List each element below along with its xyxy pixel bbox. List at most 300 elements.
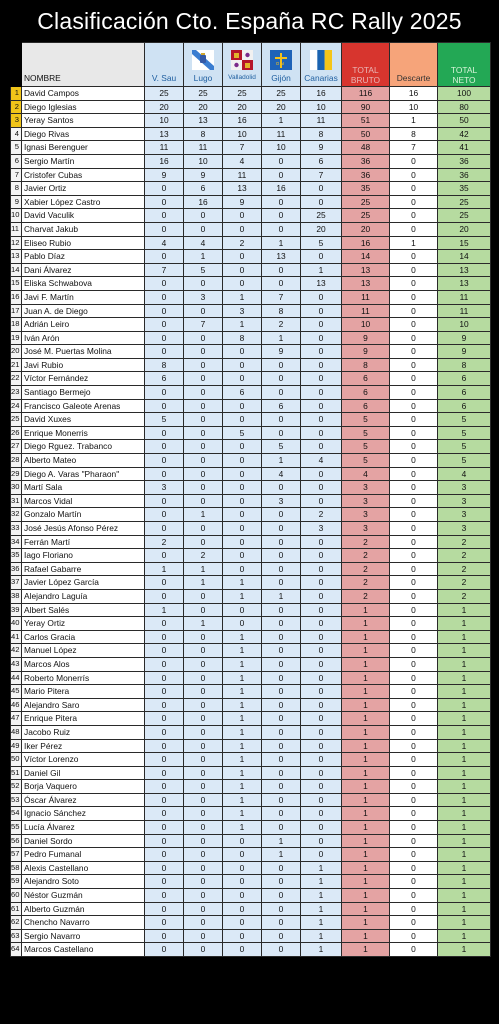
points-valladolid: 9 — [223, 195, 262, 209]
total-bruto-cell: 1 — [342, 712, 390, 726]
driver-name: Sergio Navarro — [22, 929, 145, 943]
points-gijon: 1 — [262, 114, 301, 128]
points-vsau: 25 — [145, 87, 184, 101]
points-vsau: 0 — [145, 290, 184, 304]
descarte-cell: 0 — [390, 630, 438, 644]
points-vsau: 0 — [145, 522, 184, 536]
points-lugo: 0 — [184, 589, 223, 603]
canarias-flag-icon — [310, 50, 332, 70]
col-header-gijon: α ω Gijón — [262, 43, 301, 87]
descarte-cell: 0 — [390, 304, 438, 318]
total-bruto-cell: 3 — [342, 494, 390, 508]
driver-name: Cristofer Cubas — [22, 168, 145, 182]
descarte-cell: 0 — [390, 182, 438, 196]
descarte-cell: 0 — [390, 426, 438, 440]
driver-name: Ignacio Sánchez — [22, 807, 145, 821]
total-neto-cell: 1 — [438, 685, 491, 699]
page-title: Clasificación Cto. España RC Rally 2025 — [37, 8, 462, 34]
position-cell: 18 — [11, 318, 22, 332]
points-lugo: 0 — [184, 426, 223, 440]
points-valladolid: 0 — [223, 902, 262, 916]
points-vsau: 1 — [145, 603, 184, 617]
points-canarias: 1 — [301, 861, 342, 875]
table-row — [11, 698, 491, 712]
points-canarias: 0 — [301, 290, 342, 304]
points-vsau: 0 — [145, 739, 184, 753]
position-cell: 50 — [11, 753, 22, 767]
points-valladolid: 0 — [223, 848, 262, 862]
table-row — [11, 440, 491, 454]
points-vsau: 0 — [145, 916, 184, 930]
total-bruto-cell: 5 — [342, 440, 390, 454]
table-row — [11, 277, 491, 291]
total-neto-cell: 1 — [438, 753, 491, 767]
driver-name: Eliska Schwabova — [22, 277, 145, 291]
points-vsau: 0 — [145, 426, 184, 440]
descarte-cell: 10 — [390, 100, 438, 114]
position-cell: 1 — [11, 87, 22, 101]
points-valladolid: 0 — [223, 508, 262, 522]
total-bruto-cell: 25 — [342, 195, 390, 209]
position-cell: 23 — [11, 386, 22, 400]
table-row — [11, 154, 491, 168]
total-neto-cell: 1 — [438, 848, 491, 862]
points-canarias: 11 — [301, 114, 342, 128]
position-cell: 38 — [11, 589, 22, 603]
points-canarias: 1 — [301, 929, 342, 943]
points-vsau: 7 — [145, 263, 184, 277]
descarte-cell: 0 — [390, 712, 438, 726]
points-lugo: 0 — [184, 821, 223, 835]
points-valladolid: 1 — [223, 821, 262, 835]
total-bruto-cell: 14 — [342, 250, 390, 264]
points-vsau: 0 — [145, 250, 184, 264]
asturias-flag-icon — [270, 50, 292, 70]
position-cell: 53 — [11, 793, 22, 807]
total-neto-cell: 3 — [438, 522, 491, 536]
points-canarias: 0 — [301, 331, 342, 345]
total-bruto-cell: 1 — [342, 834, 390, 848]
table-row — [11, 100, 491, 114]
total-bruto-cell: 1 — [342, 671, 390, 685]
points-gijon: 0 — [262, 576, 301, 590]
descarte-cell: 0 — [390, 834, 438, 848]
points-canarias: 0 — [301, 753, 342, 767]
total-bruto-cell: 5 — [342, 454, 390, 468]
points-canarias: 1 — [301, 889, 342, 903]
points-valladolid: 0 — [223, 358, 262, 372]
table-row — [11, 372, 491, 386]
total-neto-cell: 5 — [438, 440, 491, 454]
position-cell: 42 — [11, 644, 22, 658]
total-neto-cell: 41 — [438, 141, 491, 155]
points-canarias: 3 — [301, 522, 342, 536]
points-valladolid: 11 — [223, 168, 262, 182]
descarte-cell: 0 — [390, 549, 438, 563]
descarte-cell: 0 — [390, 440, 438, 454]
total-bruto-cell: 3 — [342, 481, 390, 495]
points-lugo: 0 — [184, 304, 223, 318]
total-neto-cell: 2 — [438, 589, 491, 603]
points-lugo: 0 — [184, 386, 223, 400]
descarte-cell: 0 — [390, 290, 438, 304]
driver-name: Yeray Santos — [22, 114, 145, 128]
descarte-cell: 0 — [390, 413, 438, 427]
driver-name: Néstor Guzmán — [22, 889, 145, 903]
points-lugo: 0 — [184, 494, 223, 508]
descarte-cell: 0 — [390, 753, 438, 767]
table-row — [11, 725, 491, 739]
driver-name: Juan A. de Diego — [22, 304, 145, 318]
points-gijon: 0 — [262, 426, 301, 440]
position-cell: 51 — [11, 766, 22, 780]
points-valladolid: 3 — [223, 304, 262, 318]
points-valladolid: 1 — [223, 576, 262, 590]
table-row — [11, 413, 491, 427]
driver-name: Eliseo Rubio — [22, 236, 145, 250]
total-neto-cell: 1 — [438, 916, 491, 930]
points-valladolid: 0 — [223, 929, 262, 943]
descarte-cell: 0 — [390, 372, 438, 386]
total-bruto-cell: 1 — [342, 603, 390, 617]
driver-name: Xabier López Castro — [22, 195, 145, 209]
total-bruto-cell: 25 — [342, 209, 390, 223]
total-bruto-cell: 16 — [342, 236, 390, 250]
points-lugo: 16 — [184, 195, 223, 209]
table-row — [11, 263, 491, 277]
points-valladolid: 1 — [223, 725, 262, 739]
points-canarias: 0 — [301, 358, 342, 372]
driver-name: Francisco Galeote Arenas — [22, 399, 145, 413]
points-canarias: 0 — [301, 807, 342, 821]
points-lugo: 0 — [184, 902, 223, 916]
total-bruto-cell: 1 — [342, 753, 390, 767]
points-canarias: 1 — [301, 943, 342, 957]
points-gijon: 0 — [262, 671, 301, 685]
total-neto-cell: 1 — [438, 834, 491, 848]
descarte-cell: 0 — [390, 168, 438, 182]
points-vsau: 0 — [145, 929, 184, 943]
descarte-cell: 0 — [390, 861, 438, 875]
position-cell: 49 — [11, 739, 22, 753]
table-row — [11, 290, 491, 304]
total-bruto-cell: 2 — [342, 562, 390, 576]
total-neto-cell: 15 — [438, 236, 491, 250]
table-row — [11, 331, 491, 345]
total-neto-cell: 25 — [438, 195, 491, 209]
points-gijon: 1 — [262, 834, 301, 848]
points-canarias: 6 — [301, 154, 342, 168]
points-lugo: 0 — [184, 222, 223, 236]
total-neto-cell: 6 — [438, 386, 491, 400]
descarte-cell: 0 — [390, 929, 438, 943]
total-neto-cell: 1 — [438, 725, 491, 739]
total-bruto-cell: 116 — [342, 87, 390, 101]
points-valladolid: 1 — [223, 766, 262, 780]
points-gijon: 0 — [262, 657, 301, 671]
table-row — [11, 875, 491, 889]
descarte-cell: 0 — [390, 698, 438, 712]
total-bruto-cell: 4 — [342, 467, 390, 481]
total-bruto-cell: 10 — [342, 318, 390, 332]
descarte-cell: 0 — [390, 617, 438, 631]
col-header-canarias: Canarias — [301, 43, 342, 87]
table-row — [11, 399, 491, 413]
points-gijon: 0 — [262, 630, 301, 644]
points-canarias: 0 — [301, 250, 342, 264]
points-canarias: 0 — [301, 386, 342, 400]
points-vsau: 1 — [145, 562, 184, 576]
position-cell: 52 — [11, 780, 22, 794]
points-gijon: 0 — [262, 821, 301, 835]
points-canarias: 0 — [301, 685, 342, 699]
position-cell: 40 — [11, 617, 22, 631]
table-row — [11, 127, 491, 141]
total-bruto-cell: 1 — [342, 644, 390, 658]
driver-name: Alberto Guzmán — [22, 902, 145, 916]
points-gijon: 1 — [262, 848, 301, 862]
descarte-cell: 0 — [390, 766, 438, 780]
descarte-cell: 16 — [390, 87, 438, 101]
points-gijon: 0 — [262, 603, 301, 617]
position-cell: 47 — [11, 712, 22, 726]
total-neto-cell: 36 — [438, 154, 491, 168]
points-lugo: 1 — [184, 576, 223, 590]
points-vsau: 0 — [145, 875, 184, 889]
points-gijon: 0 — [262, 753, 301, 767]
total-bruto-cell: 1 — [342, 875, 390, 889]
driver-name: José Jesús Afonso Pérez — [22, 522, 145, 536]
points-canarias: 0 — [301, 589, 342, 603]
points-vsau: 0 — [145, 209, 184, 223]
position-cell: 39 — [11, 603, 22, 617]
position-cell: 15 — [11, 277, 22, 291]
points-lugo: 0 — [184, 753, 223, 767]
points-vsau: 0 — [145, 725, 184, 739]
descarte-cell: 0 — [390, 780, 438, 794]
points-vsau: 0 — [145, 712, 184, 726]
points-valladolid: 1 — [223, 793, 262, 807]
points-valladolid: 1 — [223, 780, 262, 794]
table-row — [11, 535, 491, 549]
points-gijon: 0 — [262, 807, 301, 821]
points-vsau: 0 — [145, 766, 184, 780]
driver-name: Javi Rubio — [22, 358, 145, 372]
descarte-cell: 0 — [390, 657, 438, 671]
points-valladolid: 0 — [223, 263, 262, 277]
position-cell: 57 — [11, 848, 22, 862]
total-bruto-cell: 1 — [342, 657, 390, 671]
points-lugo: 0 — [184, 481, 223, 495]
points-vsau: 0 — [145, 698, 184, 712]
points-lugo: 1 — [184, 617, 223, 631]
points-valladolid: 0 — [223, 617, 262, 631]
points-gijon: 0 — [262, 902, 301, 916]
points-canarias: 0 — [301, 562, 342, 576]
points-vsau: 5 — [145, 413, 184, 427]
driver-name: Lucía Álvarez — [22, 821, 145, 835]
total-neto-cell: 2 — [438, 535, 491, 549]
position-cell: 58 — [11, 861, 22, 875]
points-gijon: 7 — [262, 290, 301, 304]
table-row — [11, 549, 491, 563]
driver-name: Jacobo Ruiz — [22, 725, 145, 739]
points-lugo: 0 — [184, 399, 223, 413]
descarte-cell: 0 — [390, 535, 438, 549]
position-cell: 25 — [11, 413, 22, 427]
descarte-cell: 0 — [390, 263, 438, 277]
descarte-cell: 0 — [390, 358, 438, 372]
points-vsau: 0 — [145, 889, 184, 903]
table-row — [11, 644, 491, 658]
points-canarias: 0 — [301, 440, 342, 454]
total-bruto-cell: 1 — [342, 630, 390, 644]
total-bruto-header: TOTAL BRUTO — [342, 43, 390, 87]
points-gijon: 0 — [262, 372, 301, 386]
points-gijon: 0 — [262, 413, 301, 427]
total-neto-cell: 100 — [438, 87, 491, 101]
points-lugo: 0 — [184, 467, 223, 481]
points-lugo: 0 — [184, 685, 223, 699]
driver-name: David Vaculik — [22, 209, 145, 223]
points-canarias: 0 — [301, 372, 342, 386]
points-valladolid: 1 — [223, 753, 262, 767]
points-vsau: 0 — [145, 386, 184, 400]
points-canarias: 25 — [301, 209, 342, 223]
points-canarias: 16 — [301, 87, 342, 101]
driver-name: Diego A. Varas "Pharaon" — [22, 467, 145, 481]
points-valladolid: 1 — [223, 685, 262, 699]
table-row — [11, 209, 491, 223]
points-vsau: 0 — [145, 440, 184, 454]
total-bruto-cell: 9 — [342, 331, 390, 345]
driver-name: Alexis Castellano — [22, 861, 145, 875]
points-vsau: 0 — [145, 454, 184, 468]
points-valladolid: 10 — [223, 127, 262, 141]
points-gijon: 1 — [262, 454, 301, 468]
points-valladolid: 0 — [223, 454, 262, 468]
points-valladolid: 0 — [223, 413, 262, 427]
points-canarias: 0 — [301, 399, 342, 413]
descarte-cell: 0 — [390, 508, 438, 522]
table-row — [11, 508, 491, 522]
position-cell: 30 — [11, 481, 22, 495]
points-gijon: 11 — [262, 127, 301, 141]
points-valladolid: 1 — [223, 657, 262, 671]
position-cell: 62 — [11, 916, 22, 930]
points-lugo: 0 — [184, 644, 223, 658]
points-vsau: 4 — [145, 236, 184, 250]
table-row — [11, 222, 491, 236]
total-neto-cell: 1 — [438, 603, 491, 617]
points-valladolid: 20 — [223, 100, 262, 114]
position-cell: 36 — [11, 562, 22, 576]
points-valladolid: 0 — [223, 889, 262, 903]
points-vsau: 0 — [145, 793, 184, 807]
total-bruto-cell: 1 — [342, 739, 390, 753]
descarte-cell: 0 — [390, 386, 438, 400]
points-vsau: 20 — [145, 100, 184, 114]
descarte-cell: 0 — [390, 154, 438, 168]
points-lugo: 9 — [184, 168, 223, 182]
points-canarias: 0 — [301, 535, 342, 549]
driver-name: Marcos Alos — [22, 657, 145, 671]
points-lugo: 0 — [184, 372, 223, 386]
total-neto-cell: 5 — [438, 426, 491, 440]
descarte-cell: 0 — [390, 481, 438, 495]
points-gijon: 0 — [262, 154, 301, 168]
points-gijon: 0 — [262, 780, 301, 794]
points-valladolid: 1 — [223, 644, 262, 658]
points-valladolid: 0 — [223, 943, 262, 957]
total-neto-cell: 36 — [438, 168, 491, 182]
points-vsau: 0 — [145, 861, 184, 875]
points-lugo: 0 — [184, 358, 223, 372]
points-valladolid: 8 — [223, 331, 262, 345]
position-cell: 54 — [11, 807, 22, 821]
position-cell: 16 — [11, 290, 22, 304]
total-neto-cell: 1 — [438, 712, 491, 726]
total-neto-cell: 2 — [438, 549, 491, 563]
total-neto-cell: 6 — [438, 399, 491, 413]
points-canarias: 1 — [301, 902, 342, 916]
points-valladolid: 0 — [223, 209, 262, 223]
points-lugo: 0 — [184, 277, 223, 291]
points-gijon: 0 — [262, 617, 301, 631]
position-cell: 61 — [11, 902, 22, 916]
descarte-cell: 0 — [390, 807, 438, 821]
driver-name: Alejandro Soto — [22, 875, 145, 889]
descarte-cell: 0 — [390, 685, 438, 699]
points-gijon: 0 — [262, 698, 301, 712]
points-vsau: 0 — [145, 345, 184, 359]
points-valladolid: 0 — [223, 834, 262, 848]
total-bruto-cell: 8 — [342, 358, 390, 372]
total-bruto-cell: 6 — [342, 386, 390, 400]
points-gijon: 0 — [262, 916, 301, 930]
points-lugo: 0 — [184, 698, 223, 712]
table-row — [11, 943, 491, 957]
points-canarias: 0 — [301, 318, 342, 332]
points-vsau: 0 — [145, 277, 184, 291]
total-bruto-cell: 1 — [342, 766, 390, 780]
position-cell: 6 — [11, 154, 22, 168]
total-neto-cell: 1 — [438, 766, 491, 780]
points-vsau: 6 — [145, 372, 184, 386]
points-gijon: 20 — [262, 100, 301, 114]
total-neto-cell: 50 — [438, 114, 491, 128]
col-header-valladolid: Valladolid — [223, 43, 262, 87]
position-cell: 12 — [11, 236, 22, 250]
position-cell: 45 — [11, 685, 22, 699]
points-lugo: 0 — [184, 848, 223, 862]
total-neto-cell: 3 — [438, 481, 491, 495]
total-neto-cell: 13 — [438, 277, 491, 291]
total-bruto-cell: 1 — [342, 821, 390, 835]
position-cell: 13 — [11, 250, 22, 264]
descarte-cell: 0 — [390, 195, 438, 209]
points-gijon: 5 — [262, 440, 301, 454]
descarte-cell: 0 — [390, 454, 438, 468]
descarte-cell: 0 — [390, 222, 438, 236]
table-row — [11, 861, 491, 875]
points-gijon: 0 — [262, 222, 301, 236]
driver-name: Rafael Gabarre — [22, 562, 145, 576]
total-neto-cell: 1 — [438, 630, 491, 644]
points-vsau: 0 — [145, 617, 184, 631]
name-header: NOMBRE — [22, 43, 145, 87]
points-lugo: 0 — [184, 725, 223, 739]
